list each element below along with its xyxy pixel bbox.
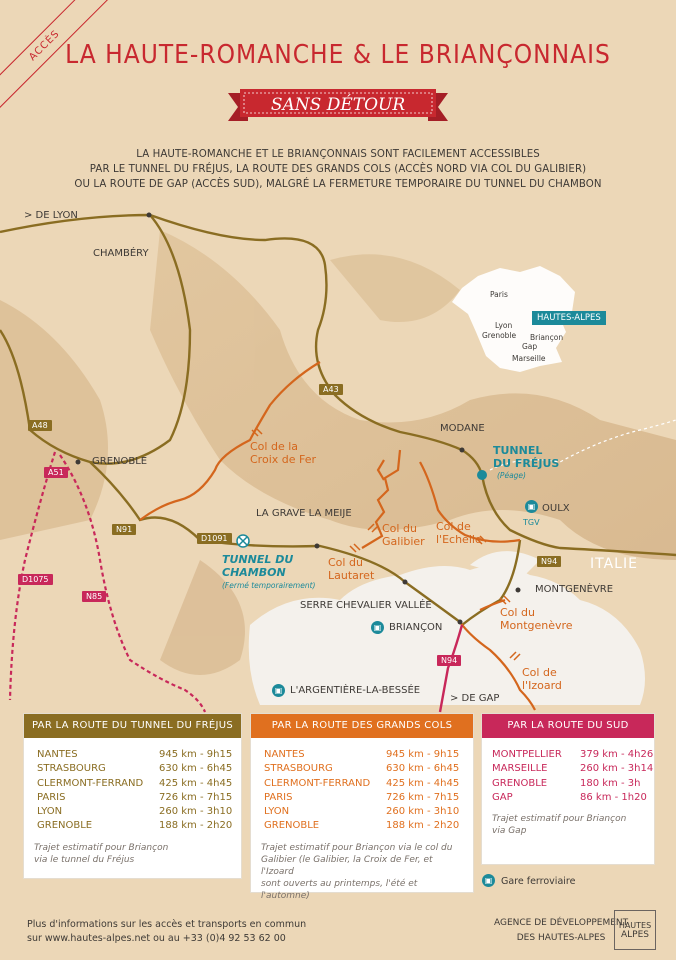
label-argentiere: L'ARGENTIÈRE-LA-BESSÉE	[290, 685, 421, 696]
distance-row	[264, 791, 473, 805]
label-modane: MODANE	[440, 423, 485, 434]
inset-paris: Paris	[490, 290, 508, 299]
page-title: LA HAUTE-ROMANCHE & LE BRIANÇONNAIS	[65, 40, 611, 70]
panel-title: PAR LA ROUTE DU TUNNEL DU FRÉJUS	[24, 714, 241, 738]
road-shield-d1091: D1091	[197, 533, 232, 544]
panel-frejus	[24, 714, 241, 878]
ribbon-text: SANS DÉTOUR	[270, 95, 406, 115]
distance-row	[37, 805, 241, 819]
distance-duration: 425 km - 4h45	[386, 777, 460, 789]
tunnel-chambon-note: (Fermé temporairement)	[222, 581, 316, 590]
label-oulx: OULX	[542, 503, 570, 514]
distance-row	[264, 777, 473, 791]
distance-duration: 260 km - 3h10	[386, 806, 460, 818]
destination-city: LYON	[37, 806, 63, 818]
destination-city: GRENOBLE	[492, 777, 548, 789]
train-station-icon: ▣	[371, 621, 384, 634]
intro-line: OU LA ROUTE DE GAP (ACCÈS SUD), MALGRÉ LA FERMETURE TEMPORAIRE DU TUNNEL DU CHAMBON	[74, 179, 602, 190]
road-shield-n85: N85	[82, 591, 106, 602]
intro-text	[70, 147, 606, 192]
intro-line: LA HAUTE-ROMANCHE ET LE BRIANÇONNAIS SONT FACILEMENT ACCESSIBLES	[136, 149, 540, 160]
label-tunnel-chambon: TUNNEL DU CHAMBON	[222, 553, 294, 579]
road-shield-n94-south: N94	[437, 655, 461, 666]
label-tgv: TGV	[523, 518, 540, 527]
distance-duration: 425 km - 4h45	[159, 777, 233, 789]
panel-note: Trajet estimatif pour Briançon via Gap	[492, 814, 627, 837]
destination-city: MARSEILLE	[492, 763, 548, 775]
destination-city: MONTPELLIER	[492, 749, 562, 760]
distance-row	[492, 748, 654, 762]
label-col-izoard: Col de l'Izoard	[522, 666, 562, 692]
tunnel-chambon-marker	[237, 535, 249, 547]
inset-gap: Gap	[522, 342, 538, 351]
panel-title: PAR LA ROUTE DES GRANDS COLS	[251, 714, 473, 738]
label-col-galibier: Col du Galibier	[382, 522, 425, 548]
label-serre-chevalier: SERRE CHEVALIER VALLÉE	[300, 600, 432, 611]
inset-lyon: Lyon	[495, 321, 513, 330]
hautes-alpes-logo: HAUTES ALPES	[614, 910, 656, 950]
label-chambery: CHAMBÉRY	[93, 248, 149, 259]
distance-row	[37, 762, 241, 776]
distance-row	[37, 777, 241, 791]
label-de-lyon: > DE LYON	[24, 210, 78, 221]
distance-row	[264, 819, 473, 833]
tunnel-frejus-marker	[477, 470, 487, 480]
footer-info: Plus d'informations sur les accès et transports en commun sur www.hautes-alpes.net ou au +33 (0)4 92 53 62 00	[27, 919, 307, 944]
panel-note: Trajet estimatif pour Briançon via le tunnel du Fréjus	[34, 842, 169, 865]
distance-row	[37, 791, 241, 805]
distance-row	[37, 819, 241, 833]
road-shield-n91: N91	[112, 524, 136, 535]
label-de-gap: > DE GAP	[450, 693, 500, 704]
road-shield-n94-east: N94	[537, 556, 561, 567]
destination-city: GAP	[492, 791, 513, 803]
distance-duration: 945 km - 9h15	[386, 749, 460, 760]
panel-title: PAR LA ROUTE DU SUD	[482, 714, 654, 738]
agency-name: AGENCE DE DÉVELOPPEMENT DES HAUTES-ALPES	[494, 918, 629, 943]
distance-row	[492, 762, 654, 776]
distance-duration: 726 km - 7h15	[159, 791, 233, 803]
snow-area	[249, 551, 645, 705]
corner-label: ACCÈS	[0, 0, 114, 115]
destination-city: CLERMONT-FERRAND	[37, 777, 144, 789]
label-italie: ITALIE	[590, 556, 638, 572]
destination-city: STRASBOURG	[37, 763, 106, 775]
distance-row	[37, 748, 241, 762]
label-briancon: BRIANÇON	[389, 622, 443, 633]
label-montgenevre: MONTGENÈVRE	[535, 584, 614, 595]
distance-duration: 188 km - 2h20	[159, 820, 233, 832]
distance-duration: 379 km - 4h26	[580, 749, 654, 760]
label-col-montgenevre: Col du Montgenèvre	[500, 606, 573, 632]
panel-sud	[482, 714, 654, 864]
panel-note: Trajet estimatif pour Briançon via le col du Galibier (le Galibier, la Croix de Fer, et l'Izoard sont ouverts au printemps, l'été et l'automne)	[261, 842, 453, 901]
distance-duration: 945 km - 9h15	[159, 749, 233, 760]
tunnel-frejus-note: (Péage)	[497, 471, 526, 480]
label-col-lautaret: Col du Lautaret	[328, 556, 375, 582]
destination-city: PARIS	[264, 791, 293, 803]
road-shield-a48: A48	[28, 420, 52, 431]
inset-badge-hautes-alpes: HAUTES-ALPES	[532, 311, 606, 325]
train-station-icon: ▣	[525, 500, 538, 513]
distance-list	[24, 738, 241, 834]
destination-city: PARIS	[37, 791, 66, 803]
distance-duration: 188 km - 2h20	[386, 820, 460, 832]
distance-duration: 180 km - 3h	[580, 777, 641, 789]
distance-list	[251, 738, 473, 834]
distance-duration: 86 km - 1h20	[580, 791, 647, 803]
distance-row	[264, 748, 473, 762]
inset-briancon: Briançon	[530, 333, 564, 342]
train-station-icon: ▣	[482, 874, 495, 887]
distance-row	[492, 777, 654, 791]
intro-line: PAR LE TUNNEL DU FRÉJUS, LA ROUTE DES GRANDS COLS (ACCÈS NORD VIA COL DU GALIBIER)	[89, 164, 587, 175]
inset-grenoble: Grenoble	[482, 331, 517, 340]
road-shield-d1075: D1075	[18, 574, 53, 585]
distance-duration: 726 km - 7h15	[386, 791, 460, 803]
panel-grands-cols	[251, 714, 473, 901]
destination-city: NANTES	[264, 749, 305, 760]
road-shield-a43: A43	[319, 384, 343, 395]
label-grenoble: GRENOBLE	[92, 456, 148, 467]
road-shield-a51: A51	[44, 467, 68, 478]
distance-duration: 630 km - 6h45	[386, 763, 460, 775]
distance-duration: 260 km - 3h10	[159, 806, 233, 818]
destination-city: CLERMONT-FERRAND	[264, 777, 371, 789]
label-col-croix-de-fer: Col de la Croix de Fer	[250, 440, 317, 466]
distance-duration: 630 km - 6h45	[159, 763, 233, 775]
destination-city: NANTES	[37, 749, 78, 760]
destination-city: STRASBOURG	[264, 763, 333, 775]
destination-city: GRENOBLE	[264, 820, 320, 832]
distance-row	[264, 762, 473, 776]
distance-duration: 260 km - 3h14	[580, 763, 654, 775]
train-station-icon: ▣	[272, 684, 285, 697]
label-col-echelle: Col de l'Echelle	[436, 520, 482, 546]
destination-city: GRENOBLE	[37, 820, 93, 832]
distance-row	[264, 805, 473, 819]
inset-marseille: Marseille	[512, 354, 546, 363]
distance-row	[492, 791, 654, 805]
distance-list	[482, 738, 654, 805]
label-la-grave: LA GRAVE LA MEIJE	[256, 508, 352, 519]
legend-station-label: Gare ferroviaire	[501, 876, 576, 887]
label-tunnel-frejus: TUNNEL DU FRÉJUS	[493, 444, 560, 470]
destination-city: LYON	[264, 806, 290, 818]
